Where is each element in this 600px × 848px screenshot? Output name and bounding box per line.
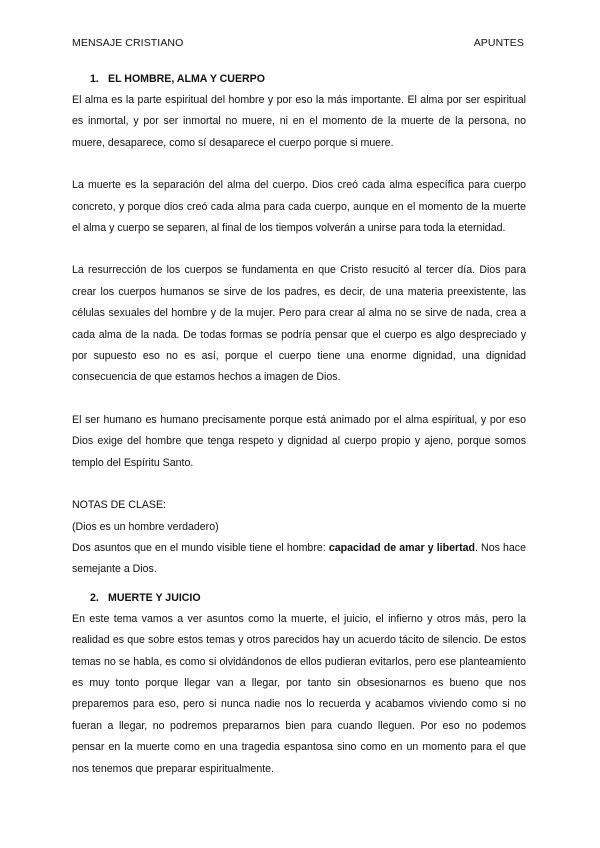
section-1-heading <box>72 72 526 87</box>
header-right: APUNTES <box>473 37 524 49</box>
class-notes <box>72 495 526 581</box>
header-left: MENSAJE CRISTIANO <box>72 37 184 49</box>
notes-line-2-end: . Nos hace semejante a Dios. <box>72 541 526 576</box>
page-header <box>72 37 524 49</box>
notes-line-1: (Dios es un hombre verdadero) <box>72 520 219 533</box>
document-body <box>72 72 526 780</box>
section-1-title: EL HOMBRE, ALMA Y CUERPO <box>108 73 265 85</box>
section-2-number: 2. <box>90 591 99 604</box>
section-2-heading <box>72 591 526 606</box>
notes-line-2-emphasis: capacidad de amar y libertad <box>328 541 475 554</box>
section-2-paragraph: En este tema vamos a ver asuntos como la muerte, el juicio, el infierno y otros más, pero la realidad es que sobre estos temas y otros parecidos hay un acuerdo tácito de silencio. De estos temas no se habla, es como si olvidándonos de ellos pudieran evitarlos, pero ese planteamiento es muy tonto porque llegar van a llegar, por tanto sin obsesionarnos es bueno que nos preparemos para eso, pero si nunca nadie nos lo recuerda y acabamos viviendo como si no fueran a llegar, no podremos prepararnos bien para cuando lleguen. Por eso no podemos pensar en la muerte como en una tragedia espantosa sino como en un momento para el que nos tenemos que preparar espiritualmente. <box>72 612 526 775</box>
section-1-paragraph-4: El ser humano es humano precisamente porque está animado por el alma espiritual, y por eso Dios exige del hombre que tenga respeto y dignidad al cuerpo propio y ajeno, porque somos templo del Espíritu Santo. <box>72 413 526 469</box>
section-1-paragraph-1: El alma es la parte espiritual del hombre y por eso la más importante. El alma por ser espiritual es inmortal, y por ser inmortal no muere, ni en el momento de la muerte de la persona, no muere, desaparece, como sí desaparece el cuerpo porque si muere. <box>72 94 526 149</box>
section-1-paragraph-3: La resurrección de los cuerpos se fundamenta en que Cristo resucitó al tercer día. Dios para crear los cuerpos humanos se sirve de los padres, es decir, de una materia preexistente, las células sexuales del hombre y de la mujer. Pero para crear al alma no se sirve de nada, crea a cada alma de la nada. De todas formas se podría pensar que el cuerpo es algo despreciado y por supuesto eso no es así, porque el cuerpo tiene una enorme dignidad, una dignidad consecuencia de que estamos hechos a imagen de Dios. <box>72 264 526 384</box>
notes-title: NOTAS DE CLASE: <box>72 499 166 512</box>
notes-line-2 <box>72 538 526 581</box>
section-1-number: 1. <box>90 73 99 85</box>
notes-line-2-start: Dos asuntos que en el mundo visible tiene el hombre: <box>72 541 329 554</box>
section-2-title: MUERTE Y JUICIO <box>108 591 201 604</box>
section-1-paragraph-2: La muerte es la separación del alma del cuerpo. Dios creó cada alma específica para cuerpo concreto, y porque dios creó cada alma para cada cuerpo, aunque en el momento de la muerte el alma y cuerpo se separen, al final de los tiempos volverán a unirse para toda la eternidad. <box>72 179 526 235</box>
